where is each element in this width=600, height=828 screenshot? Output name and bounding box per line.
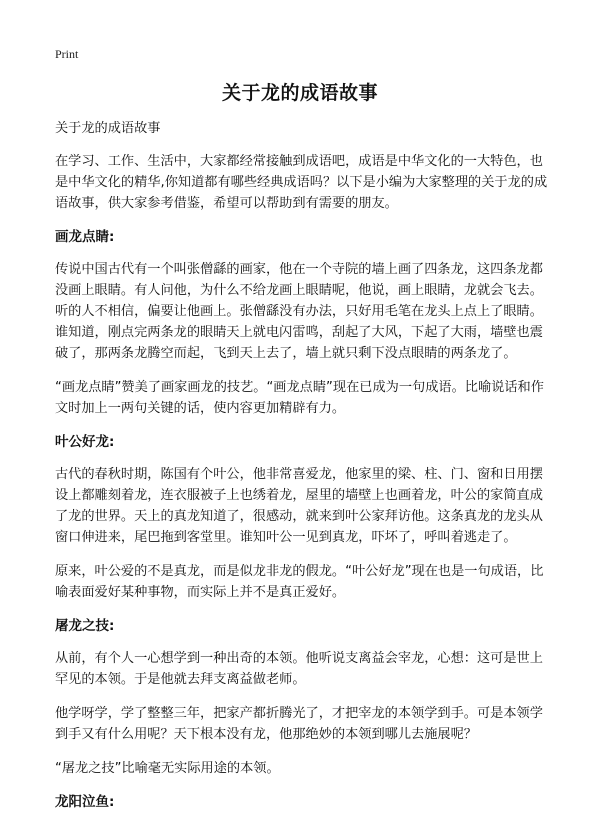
section-heading-longyang: 龙阳泣鱼: xyxy=(55,794,115,810)
section-paragraph: 原来，叶公爱的不是真龙，而是似龙非龙的假龙。“叶公好龙”现在也是一句成语，比喻表面爱好某种事物，而实际上并不是真正爱好。 xyxy=(55,564,544,600)
section-paragraph: “屠龙之技”比喻毫无实际用途的本领。 xyxy=(55,761,280,776)
section-heading-hualong: 画龙点睛: xyxy=(55,229,115,245)
article-body xyxy=(55,118,553,824)
page-title: 关于龙的成语故事 xyxy=(221,82,378,104)
section-paragraph: 传说中国古代有一个叫张僧繇的画家，他在一个寺院的墙上画了四条龙，这四条龙都没画上眼睛。有人问他，为什么不给龙画上眼睛呢，他说，画上眼睛，龙就会飞去。听的人不相信，偏要让他画上。张僧繇没有办法，只好用毛笔在龙头上点上了眼睛。谁知道，刚点完两条龙的眼睛天上就电闪雷鸣，刮起了大风，下起了大雨，墙壁也震破了，那两条龙腾空而起，飞到天上去了，墙上就只剩下没点眼睛的两条龙了。 xyxy=(55,262,543,361)
section-heading-tulong: 屠龙之技: xyxy=(55,618,115,634)
intro-paragraph: 在学习、工作、生活中，大家都经常接触到成语吧，成语是中华文化的一大特色，也是中华文化的精华,你知道都有哪些经典成语吗？以下是小编为大家整理的关于龙的成语故事，供大家参考借鉴，希望可以帮助到有需要的朋友。 xyxy=(55,154,548,211)
section-heading-yegong: 叶公好龙: xyxy=(55,434,115,450)
section-paragraph: 他学呀学，学了整整三年，把家产都折腾光了，才把宰龙的本领学到手。可是本领学到手又有什么用呢？天下根本没有龙，他那绝妙的本领到哪儿去施展呢？ xyxy=(55,706,543,742)
print-link[interactable]: Print xyxy=(55,47,79,61)
section-paragraph: 古代的春秋时期，陈国有个叶公，他非常喜爱龙，他家里的梁、柱、门、窗和日用摆设上都雕刻着龙，连衣服被子上也绣着龙，屋里的墙壁上也画着龙，叶公的家简直成了龙的世界。天上的真龙知道了，很感动，就来到叶公家拜访他。这条真龙的龙头从窗口伸进来，尾巴拖到客堂里。谁知叶公一见到真龙，吓坏了，呼叫着逃走了。 xyxy=(55,467,543,545)
article-subtitle: 关于龙的成语故事 xyxy=(55,121,161,136)
section-paragraph: “画龙点睛”赞美了画家画龙的技艺。“画龙点睛”现在已成为一句成语。比喻说话和作文时加上一两句关键的话，使内容更加精辟有力。 xyxy=(55,380,544,416)
section-paragraph: 从前，有个人一心想学到一种出奇的本领。他听说支离益会宰龙，心想：这可是世上罕见的本领。于是他就去拜支离益做老师。 xyxy=(55,651,543,687)
